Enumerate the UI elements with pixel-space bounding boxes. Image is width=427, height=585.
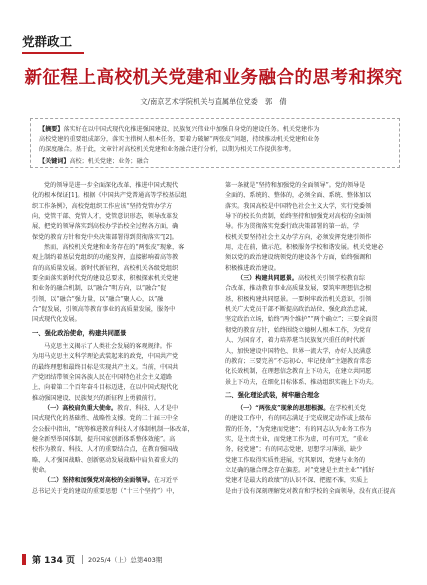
paragraph-line: 全面的、系统的、整体的，必须全面、系统、整体加以 bbox=[225, 192, 372, 200]
paragraph-line: 校机关要坚持社会主义办学方向，必须发挥党建引领作 bbox=[225, 233, 372, 241]
paragraph-line: 基，积极构建共同愿景。一要树牢政治机关意识，引领 bbox=[225, 295, 372, 303]
paragraph-line: 第一条就是“坚持和加强党的全面领导”。党的领导是 bbox=[225, 182, 366, 189]
page-footer bbox=[22, 553, 407, 567]
paragraph-line: 产党团结带领全国各族人民在中国特色社会主义道路 bbox=[32, 373, 173, 381]
paragraph-line: 导。作为贯彻落实党委行政决策部署的第一站，学 bbox=[225, 223, 360, 231]
subsection-heading: （一）“两张皮”现象的思想根源。 bbox=[237, 404, 330, 412]
paragraph-line: 健全新型举国体制，提升国家创新体系整体效能”。高 bbox=[32, 435, 176, 443]
paragraph-line: 保党的教育方针和党中央决策部署得到贯彻落实”[2]。 bbox=[32, 233, 178, 241]
paragraph-line: 务，轻党建”；有的同志党建，思想学习薄弱，缺少 bbox=[225, 446, 363, 454]
section-tag bbox=[22, 32, 112, 50]
subsection-heading: （三）构建共同愿景。 bbox=[237, 275, 298, 283]
paragraph-line: 然而，高校机关党建和业务存在的“两张皮”现象，客 bbox=[44, 244, 185, 252]
paragraph-line: 用，走在前，做示范，积极服务学校和谐发展。机关党建必 bbox=[225, 244, 384, 252]
paragraph-line: 观上制约着基层党组织的功能发挥，直接影响着高等教 bbox=[32, 254, 179, 262]
paragraph-line: 人、为国育才，着力培养堪当民族复兴重任的时代新 bbox=[225, 337, 366, 345]
paragraph-line: 党的领导是进一步全面深化改革、推进中国式现代 bbox=[44, 182, 179, 189]
paragraph-line bbox=[225, 274, 403, 284]
paragraph-line: 向，党管干部、党管人才，党管意识形态，领导改革发 bbox=[32, 213, 179, 221]
abstract-box bbox=[30, 118, 400, 168]
paragraph-line: 为用马克思主义科学理论武装起来的政党，中国共产党 bbox=[32, 353, 179, 361]
paragraph-line: 使命。 bbox=[32, 466, 51, 474]
paragraph-line: 织工作条例》，高校党组织工作应该“坚持党管办学方 bbox=[32, 202, 173, 210]
paragraph-line: 置的任务，“为党建而党建”；有的同志认为业务工作为 bbox=[225, 425, 372, 433]
paragraph-line bbox=[32, 476, 210, 486]
keywords-line bbox=[39, 157, 391, 167]
subsection-heading: （一）高校肩负重大使命。 bbox=[44, 404, 118, 412]
abstract-text: 落实好在以中国式现代化推进强国建设、民族复兴伟业中加强自身党的建设任务。机关党建作为 bbox=[63, 126, 320, 133]
paragraph-line: 党建工作取得实质性进展，究其原因，党建与业务的 bbox=[225, 456, 366, 464]
paragraph-line: 合改革，推动教育事业高质量发展，要筑牢理想信念根 bbox=[225, 285, 372, 293]
abstract-line: 高校党建的重要组成部分，落实主措树人根本任务，要着力破解“两张皮”问题，持续推动机关党建和业务 bbox=[39, 136, 320, 144]
paragraph-line: 的建设工作中，有的同志满足于完成规定动作或上级布 bbox=[225, 415, 372, 423]
paragraph-text: 高校机关引领学校教育综 bbox=[297, 275, 365, 283]
paragraph-line: 景上下功夫，在细化目标体系、推动组织实施上下功夫。 bbox=[225, 378, 378, 386]
page-number: 第 134 页 bbox=[32, 556, 76, 566]
footer-accent-bar bbox=[22, 554, 26, 565]
footer-divider bbox=[82, 555, 83, 564]
paragraph-line: 化长效机制，在理想信念教育上下功夫，在建立共同愿 bbox=[225, 368, 372, 376]
paragraph-line: 立足确的融合理念存在偏差。对“党建是主责主业”“抓好 bbox=[225, 466, 375, 474]
paragraph-line: 国式现代化的基础性、战略性支撑。党的二十届三中全 bbox=[32, 415, 179, 423]
body-column-left bbox=[32, 181, 210, 497]
paragraph-line: 积极推进政治建设。 bbox=[225, 264, 280, 272]
keywords-text: 高校；机关党建；业务；融合 bbox=[69, 157, 149, 165]
paragraph-line: 坚定政治立场，始终“两个维护”“两个确立”；三要全面贯 bbox=[225, 316, 378, 324]
paragraph-line: 引领，以“融合”强力量，以“融合”聚人心，以“融 bbox=[32, 295, 164, 303]
section-heading: 二、强化理论武装，树牢融合理念 bbox=[225, 391, 320, 399]
section-heading: 一、强化政治使命，构建共同愿景 bbox=[32, 329, 127, 337]
paragraph-line: 推动强国建设、民族复兴的新征程上勇毅前行。 bbox=[32, 394, 160, 402]
abstract-line: 的深度融合。基于此，文章针对高校机关党建和业务融合进行分析，以期为相关工作提供参考。 bbox=[39, 146, 295, 154]
paragraph-line bbox=[32, 404, 210, 414]
abstract-label: 【摘要】 bbox=[39, 126, 64, 133]
paragraph-line: 人，加快建设中国特色、世界一流大学，办好人民满意 bbox=[225, 347, 372, 355]
paragraph-line: 国式现代化发展。 bbox=[32, 316, 81, 324]
paragraph-line: 的最终理想和最终目标是实现共产主义。当前，中国共 bbox=[32, 363, 179, 371]
paragraph-text: 教育、科技、人才是中 bbox=[117, 404, 179, 412]
section-label: 党群政工 bbox=[22, 34, 73, 49]
paragraph-line: 落实。我国高校是中国特色社会主义大学，实行党委领 bbox=[225, 202, 372, 210]
section-underline bbox=[22, 52, 84, 54]
paragraph-line bbox=[225, 404, 403, 414]
paragraph-line: 上，向着第二个百年奋斗目标迈进，在以中国式现代化 bbox=[32, 384, 179, 392]
paragraph-text: 在习近平 bbox=[153, 477, 179, 485]
paragraph-text: 在学校机关党 bbox=[329, 404, 366, 412]
paragraph-line: 导下的校长负责制，始终坚持和加强党对高校的全面领 bbox=[225, 213, 372, 221]
article-byline: 文/南京艺术学院机关与直属单位党委 郭 倩 bbox=[140, 97, 287, 106]
paragraph-line: 马克思主义揭示了人类社会发展的客观规律。作 bbox=[44, 342, 172, 350]
paragraph-line: 是由于没有深刻理解党对教育和学校的全面领导，没有真正提高 bbox=[225, 487, 396, 495]
keywords-label: 【关键词】 bbox=[39, 157, 70, 165]
body-column-right bbox=[225, 181, 403, 497]
paragraph-line: 彻党的教育方针，始终围绕立德树人根本工作，为党育 bbox=[225, 326, 372, 334]
paragraph-line: 育的高质量发展。新时代新征程，高校机关各级党组织 bbox=[32, 264, 179, 272]
paragraph-line: 略、人才强国战略、创新驱动发展战略中肩负着重大的 bbox=[32, 456, 179, 464]
paragraph-line: 展，把党的领导落实到高校办学治校全过程各方面，确 bbox=[32, 223, 179, 231]
paragraph-line: 须以党的政治建设统领党的建设各个方面，始终强调和 bbox=[225, 254, 372, 262]
paragraph-line: 的教育；三要完善“不忘初心、牢记使命”主题教育常态 bbox=[225, 357, 372, 365]
paragraph-line: 校作为教育、科技、人才的重要结合点，在教育强国战 bbox=[32, 446, 179, 454]
subsection-heading: （二）坚持和加强党对高校的全面领导。 bbox=[44, 477, 154, 485]
abstract-line bbox=[39, 125, 391, 135]
paragraph-line: 化的根本保证[1]。根据《中国共产党普通高等学校基层组 bbox=[32, 192, 187, 200]
paragraph-line: 总书记关于党的建设的重要思想（“十三个坚持”）中， bbox=[32, 487, 179, 495]
paragraph-line: 机关广大党员干部不断提高政治站位、强化政治忠诚、 bbox=[225, 306, 372, 314]
issue-info: 2025/4（上）总第403期 bbox=[88, 556, 163, 564]
paragraph-line: 会公报中指出，“统筹推进教育科技人才体制机制一体改革， bbox=[32, 425, 194, 433]
paragraph-line: 党建才是最大的政绩”的认识不深、把握不准，实质上 bbox=[225, 477, 369, 485]
paragraph-line: 合”促发展，引领高等教育事业的高质量发展，服务中 bbox=[32, 306, 176, 314]
paragraph-line: 和业务的融合机制，以“融合”明方向，以“融合”促 bbox=[32, 285, 167, 293]
paragraph-line: 实，是主责主业，而党建工作为虚，可有可无，“重业 bbox=[225, 435, 369, 443]
article-title: 新征程上高校机关党建和业务融合的思考和探究 bbox=[24, 68, 403, 88]
paragraph-line: 要全面落实新时代党的建设总要求，积极探索机关党建 bbox=[32, 275, 179, 283]
